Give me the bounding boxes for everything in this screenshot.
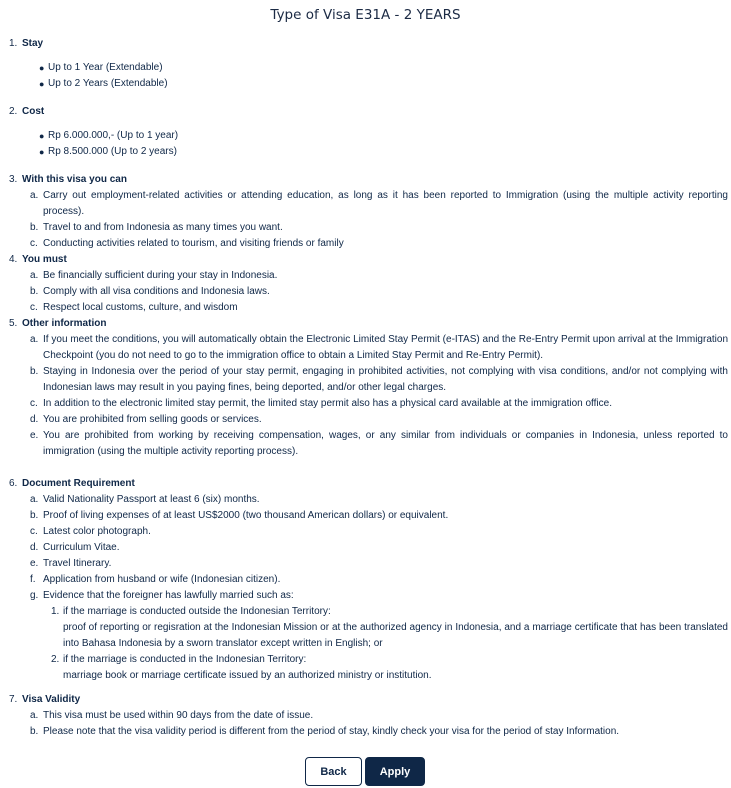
- list-item: [30, 492, 728, 508]
- list-item: [30, 332, 728, 364]
- list-item: [30, 524, 728, 540]
- list-item: [0, 128, 731, 144]
- item-text: if the marriage is conducted outside the Indonesian Territory:: [63, 606, 331, 617]
- section-number: 4.: [9, 254, 18, 265]
- list-item: [30, 188, 728, 220]
- item-detail: marriage book or marriage certificate issued by an authorized ministry or institution.: [63, 670, 432, 681]
- list-item: [30, 556, 728, 572]
- item-text: Travel Itinerary.: [43, 558, 112, 569]
- bullet-icon: ●: [39, 147, 45, 157]
- list-item: [30, 236, 728, 252]
- list-item-text: Rp 6.000.000,- (Up to 1 year): [48, 130, 179, 141]
- item-label: a.: [30, 270, 39, 281]
- section-title: Document Requirement: [22, 478, 135, 489]
- visa-details-content[interactable]: [0, 36, 731, 750]
- section-number: 2.: [9, 106, 18, 117]
- item-text: Respect local customs, culture, and wisdom: [43, 302, 238, 313]
- section-title: Cost: [22, 106, 45, 117]
- list-item: [30, 396, 728, 412]
- section-title: Other information: [22, 318, 107, 329]
- stay-list: [0, 60, 731, 92]
- item-text: Conducting activities related to tourism, and visiting friends or family: [43, 238, 344, 249]
- item-label: a.: [30, 334, 39, 345]
- apply-button[interactable]: Apply: [365, 757, 425, 786]
- list-item: [30, 412, 728, 428]
- cost-list: [0, 128, 731, 160]
- section-other-heading: [9, 316, 731, 332]
- list-item: [30, 268, 728, 284]
- bullet-icon: ●: [39, 131, 45, 141]
- item-label: b.: [30, 286, 39, 297]
- list-item-text: Up to 1 Year (Extendable): [48, 62, 163, 73]
- section-docs-heading: [9, 476, 731, 492]
- item-label: b.: [30, 510, 39, 521]
- list-item-text: Rp 8.500.000 (Up to 2 years): [48, 146, 177, 157]
- list-item: [30, 220, 728, 236]
- item-label: 2.: [51, 654, 60, 665]
- item-label: c.: [30, 398, 38, 409]
- item-label: a.: [30, 494, 39, 505]
- list-item: [0, 76, 731, 92]
- item-text: Carry out employment-related activities or attending education, as long as it has been reported to Immigration (using the multiple activity reporting process).: [43, 190, 728, 217]
- item-label: f.: [30, 574, 36, 585]
- list-item-text: Up to 2 Years (Extendable): [48, 78, 168, 89]
- list-item: [30, 588, 728, 604]
- section-number: 3.: [9, 174, 18, 185]
- item-text: In addition to the electronic limited stay permit, the limited stay permit also has a physical card available at the immigration office.: [43, 398, 612, 409]
- item-label: b.: [30, 222, 39, 233]
- item-text: Proof of living expenses of at least US$2000 (two thousand American dollars) or equivalent.: [43, 510, 449, 521]
- item-label: a.: [30, 710, 39, 721]
- list-item: [30, 540, 728, 556]
- item-label: g.: [30, 590, 39, 601]
- section-number: 7.: [9, 694, 18, 705]
- item-label: 1.: [51, 606, 60, 617]
- list-item: [30, 724, 728, 740]
- section-must-heading: [9, 252, 731, 268]
- section-number: 5.: [9, 318, 18, 329]
- section-can-heading: [9, 172, 731, 188]
- bullet-icon: ●: [39, 79, 45, 89]
- item-label: c.: [30, 238, 38, 249]
- item-text: Please note that the visa validity period is different from the period of stay, kindly check your visa for the period of stay Information.: [43, 726, 620, 737]
- section-number: 6.: [9, 478, 18, 489]
- item-label: e.: [30, 558, 39, 569]
- item-label: c.: [30, 302, 38, 313]
- back-button[interactable]: Back: [305, 757, 362, 786]
- item-detail: proof of reporting or regisration at the Indonesian Mission or at the authorized agency in Indonesia, and a marriage certificate that has been translated into Bahasa Indonesia by a sworn translator except written in English; or: [63, 622, 728, 649]
- section-validity-heading: [9, 692, 731, 708]
- item-text: Valid Nationality Passport at least 6 (six) months.: [43, 494, 260, 505]
- item-text: You are prohibited from selling goods or services.: [43, 414, 262, 425]
- list-item: [30, 428, 728, 460]
- item-text: Application from husband or wife (Indonesian citizen).: [43, 574, 281, 585]
- item-text: This visa must be used within 90 days from the date of issue.: [43, 710, 314, 721]
- item-text: Comply with all visa conditions and Indonesia laws.: [43, 286, 270, 297]
- item-text: Evidence that the foreigner has lawfully married such as:: [43, 590, 294, 601]
- list-item: [30, 572, 728, 588]
- item-text: If you meet the conditions, you will automatically obtain the Electronic Limited Stay Permit (e-ITAS) and the Re-Entry Permit upon arrival at the Immigration Checkpoint (you do not need to go to the immigration office to obtain a Limited Stay Permit and Re-Entry Permit).: [43, 334, 728, 361]
- list-item: [30, 300, 728, 316]
- item-label: e.: [30, 430, 39, 441]
- list-item: [30, 708, 728, 724]
- item-text: Staying in Indonesia over the period of your stay permit, engaging in prohibited activities, not complying with visa conditions, and/or not complying with Indonesian laws may result in you paying fines, being deported, and/or other legal charges.: [43, 366, 728, 393]
- list-item: [0, 144, 731, 160]
- bullet-icon: ●: [39, 63, 45, 73]
- section-title: Stay: [22, 38, 44, 49]
- item-text: You are prohibited from working by receiving compensation, wages, or any similar from individuals or companies in Indonesia, unless reported to immigration (using the multiple activity reporting process).: [43, 430, 728, 457]
- section-title: Visa Validity: [22, 694, 81, 705]
- item-label: d.: [30, 414, 39, 425]
- item-text: Travel to and from Indonesia as many times you want.: [43, 222, 283, 233]
- list-item: [30, 364, 728, 396]
- sub-list-item: [51, 604, 728, 652]
- page-title: Type of Visa E31A - 2 YEARS: [270, 7, 461, 23]
- section-stay-heading: [9, 36, 731, 52]
- sub-list-item: [51, 652, 728, 684]
- list-item: [0, 60, 731, 76]
- item-label: b.: [30, 366, 39, 377]
- item-label: d.: [30, 542, 39, 553]
- section-cost-heading: [9, 104, 731, 120]
- item-label: a.: [30, 190, 39, 201]
- item-text: Latest color photograph.: [43, 526, 151, 537]
- item-text: Be financially sufficient during your stay in Indonesia.: [43, 270, 278, 281]
- section-title: You must: [22, 254, 67, 265]
- section-number: 1.: [9, 38, 18, 49]
- item-label: c.: [30, 526, 38, 537]
- item-text: Curriculum Vitae.: [43, 542, 120, 553]
- list-item: [30, 284, 728, 300]
- item-label: b.: [30, 726, 39, 737]
- list-item: [30, 508, 728, 524]
- item-text: if the marriage is conducted in the Indonesian Territory:: [63, 654, 307, 665]
- section-title: With this visa you can: [22, 174, 127, 185]
